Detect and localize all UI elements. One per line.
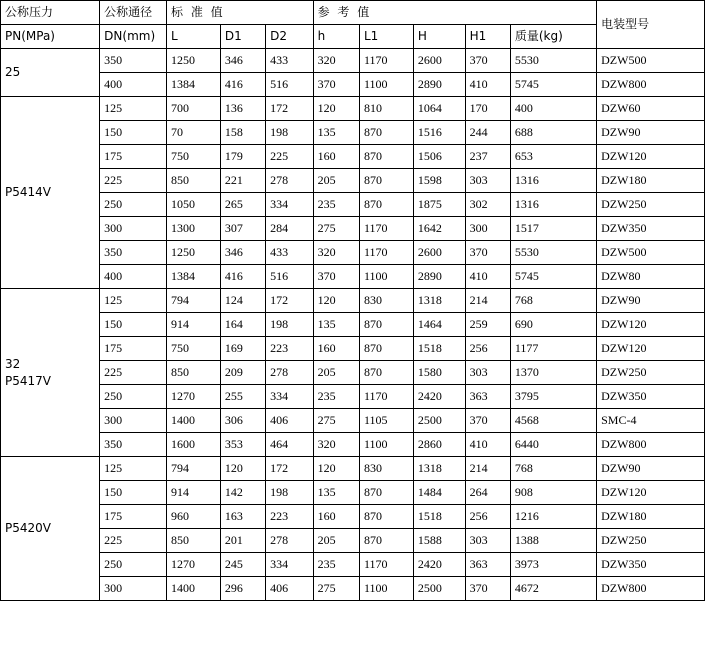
cell-model: DZW90 — [597, 121, 705, 145]
cell-d2: 225 — [266, 145, 313, 169]
cell-h1: 214 — [465, 457, 510, 481]
cell-l: 1050 — [167, 193, 221, 217]
cell-d1: 120 — [220, 457, 265, 481]
cell-h1: 303 — [465, 169, 510, 193]
cell-dn: 175 — [100, 337, 167, 361]
cell-h: 205 — [313, 169, 359, 193]
cell-model: DZW80 — [597, 265, 705, 289]
cell-h: 275 — [313, 577, 359, 601]
cell-dn: 350 — [100, 49, 167, 73]
cell-h: 235 — [313, 553, 359, 577]
cell-h: 275 — [313, 409, 359, 433]
cell-h: 275 — [313, 217, 359, 241]
cell-l: 1250 — [167, 49, 221, 73]
cell-mass: 768 — [510, 289, 596, 313]
cell-model: DZW180 — [597, 505, 705, 529]
cell-h1: 410 — [465, 433, 510, 457]
cell-mass: 6440 — [510, 433, 596, 457]
table-row — [1, 505, 705, 529]
cell-l: 850 — [167, 361, 221, 385]
cell-l: 700 — [167, 97, 221, 121]
header-col-质量kg: 质量(kg) — [510, 25, 596, 49]
cell-d1: 179 — [220, 145, 265, 169]
cell-dn: 175 — [100, 145, 167, 169]
cell-l: 1384 — [167, 265, 221, 289]
table-row — [1, 97, 705, 121]
cell-h1: 303 — [465, 529, 510, 553]
cell-l: 794 — [167, 457, 221, 481]
cell-h1: 370 — [465, 49, 510, 73]
cell-model: DZW350 — [597, 385, 705, 409]
group-label-cell: P5420V — [1, 457, 100, 601]
cell-d2: 516 — [266, 265, 313, 289]
table-row — [1, 553, 705, 577]
cell-h1: 370 — [465, 409, 510, 433]
cell-d1: 163 — [220, 505, 265, 529]
cell-h: 235 — [313, 193, 359, 217]
cell-model: SMC-4 — [597, 409, 705, 433]
cell-d2: 278 — [266, 361, 313, 385]
cell-model: DZW90 — [597, 457, 705, 481]
cell-dn: 175 — [100, 505, 167, 529]
cell-model: DZW350 — [597, 217, 705, 241]
cell-model: DZW500 — [597, 49, 705, 73]
cell-mass: 4672 — [510, 577, 596, 601]
cell-l1: 870 — [359, 361, 413, 385]
cell-l: 914 — [167, 313, 221, 337]
cell-d1: 124 — [220, 289, 265, 313]
cell-hh: 1580 — [413, 361, 465, 385]
cell-d2: 406 — [266, 409, 313, 433]
cell-h1: 302 — [465, 193, 510, 217]
header-reference-group: 参 考 值 — [313, 1, 597, 25]
cell-d2: 172 — [266, 97, 313, 121]
cell-model: DZW180 — [597, 169, 705, 193]
cell-dn: 125 — [100, 289, 167, 313]
group-label-cell: P5414V — [1, 97, 100, 289]
header-pn-unit: PN(MPa) — [1, 25, 100, 49]
cell-hh: 2600 — [413, 49, 465, 73]
group-label-cell: 25 — [1, 49, 100, 97]
cell-model: DZW500 — [597, 241, 705, 265]
cell-mass: 5530 — [510, 49, 596, 73]
cell-hh: 2500 — [413, 577, 465, 601]
cell-l: 1600 — [167, 433, 221, 457]
cell-d1: 245 — [220, 553, 265, 577]
cell-d1: 307 — [220, 217, 265, 241]
cell-h1: 256 — [465, 505, 510, 529]
cell-l: 1250 — [167, 241, 221, 265]
cell-l1: 870 — [359, 529, 413, 553]
cell-d1: 142 — [220, 481, 265, 505]
cell-d2: 334 — [266, 193, 313, 217]
cell-d1: 136 — [220, 97, 265, 121]
table-row — [1, 481, 705, 505]
cell-d1: 416 — [220, 73, 265, 97]
table-row — [1, 193, 705, 217]
cell-dn: 300 — [100, 217, 167, 241]
header-col-d1: D1 — [220, 25, 265, 49]
cell-d2: 334 — [266, 553, 313, 577]
table-row — [1, 529, 705, 553]
cell-h: 320 — [313, 433, 359, 457]
cell-mass: 1316 — [510, 193, 596, 217]
cell-h: 135 — [313, 121, 359, 145]
cell-l1: 870 — [359, 121, 413, 145]
cell-d2: 223 — [266, 505, 313, 529]
cell-d1: 158 — [220, 121, 265, 145]
cell-hh: 1516 — [413, 121, 465, 145]
cell-model: DZW800 — [597, 73, 705, 97]
header-col-l1: L1 — [359, 25, 413, 49]
cell-d1: 164 — [220, 313, 265, 337]
cell-hh: 1875 — [413, 193, 465, 217]
table-row — [1, 169, 705, 193]
cell-h: 235 — [313, 385, 359, 409]
cell-dn: 225 — [100, 361, 167, 385]
cell-dn: 150 — [100, 313, 167, 337]
cell-d1: 306 — [220, 409, 265, 433]
cell-mass: 1517 — [510, 217, 596, 241]
cell-d2: 433 — [266, 241, 313, 265]
cell-l1: 830 — [359, 457, 413, 481]
cell-dn: 400 — [100, 265, 167, 289]
cell-l1: 1105 — [359, 409, 413, 433]
cell-mass: 1370 — [510, 361, 596, 385]
header-pressure-label: 公称压力 — [1, 1, 100, 25]
cell-hh: 1484 — [413, 481, 465, 505]
cell-d1: 209 — [220, 361, 265, 385]
cell-h1: 214 — [465, 289, 510, 313]
header-col-h1: H1 — [465, 25, 510, 49]
cell-h: 370 — [313, 265, 359, 289]
cell-l1: 870 — [359, 313, 413, 337]
cell-l: 750 — [167, 337, 221, 361]
header-dn-label: 公称通径 — [100, 1, 167, 25]
table-row — [1, 457, 705, 481]
cell-h1: 363 — [465, 553, 510, 577]
cell-model: DZW800 — [597, 433, 705, 457]
cell-l1: 870 — [359, 481, 413, 505]
cell-hh: 2420 — [413, 553, 465, 577]
cell-hh: 2890 — [413, 73, 465, 97]
cell-dn: 225 — [100, 529, 167, 553]
cell-model: DZW250 — [597, 193, 705, 217]
cell-l1: 870 — [359, 337, 413, 361]
cell-mass: 5745 — [510, 73, 596, 97]
cell-dn: 400 — [100, 73, 167, 97]
cell-hh: 1588 — [413, 529, 465, 553]
table-row — [1, 241, 705, 265]
table-row — [1, 121, 705, 145]
cell-mass: 1316 — [510, 169, 596, 193]
cell-l1: 1100 — [359, 265, 413, 289]
cell-l: 794 — [167, 289, 221, 313]
cell-hh: 1464 — [413, 313, 465, 337]
cell-model: DZW120 — [597, 481, 705, 505]
cell-l1: 870 — [359, 145, 413, 169]
cell-d2: 172 — [266, 457, 313, 481]
cell-mass: 5745 — [510, 265, 596, 289]
table-row — [1, 265, 705, 289]
cell-dn: 300 — [100, 409, 167, 433]
cell-l1: 870 — [359, 169, 413, 193]
table-header-row-1 — [1, 1, 705, 25]
cell-hh: 2500 — [413, 409, 465, 433]
cell-d1: 221 — [220, 169, 265, 193]
cell-h: 160 — [313, 505, 359, 529]
cell-h1: 244 — [465, 121, 510, 145]
header-model: 电装型号 — [597, 1, 705, 49]
table-row — [1, 385, 705, 409]
cell-d1: 346 — [220, 49, 265, 73]
cell-hh: 1518 — [413, 337, 465, 361]
cell-d2: 464 — [266, 433, 313, 457]
cell-l: 70 — [167, 121, 221, 145]
cell-d2: 198 — [266, 481, 313, 505]
header-col-d2: D2 — [266, 25, 313, 49]
cell-d2: 334 — [266, 385, 313, 409]
cell-h1: 363 — [465, 385, 510, 409]
cell-h1: 264 — [465, 481, 510, 505]
cell-mass: 3795 — [510, 385, 596, 409]
group-label-cell: 32 P5417V — [1, 289, 100, 457]
table-row — [1, 433, 705, 457]
cell-mass: 1388 — [510, 529, 596, 553]
cell-l1: 1170 — [359, 385, 413, 409]
cell-h: 205 — [313, 529, 359, 553]
cell-hh: 1064 — [413, 97, 465, 121]
cell-l1: 870 — [359, 193, 413, 217]
cell-mass: 3973 — [510, 553, 596, 577]
cell-l1: 1170 — [359, 553, 413, 577]
table-row — [1, 313, 705, 337]
cell-mass: 400 — [510, 97, 596, 121]
table-row — [1, 361, 705, 385]
cell-model: DZW250 — [597, 529, 705, 553]
cell-h: 370 — [313, 73, 359, 97]
cell-model: DZW350 — [597, 553, 705, 577]
cell-hh: 1506 — [413, 145, 465, 169]
cell-dn: 125 — [100, 97, 167, 121]
cell-h1: 300 — [465, 217, 510, 241]
cell-d1: 416 — [220, 265, 265, 289]
cell-mass: 1177 — [510, 337, 596, 361]
cell-l: 1400 — [167, 577, 221, 601]
cell-h: 320 — [313, 49, 359, 73]
cell-model: DZW120 — [597, 145, 705, 169]
cell-mass: 768 — [510, 457, 596, 481]
table-row — [1, 49, 705, 73]
cell-l1: 810 — [359, 97, 413, 121]
cell-h: 120 — [313, 97, 359, 121]
cell-h: 320 — [313, 241, 359, 265]
table-row — [1, 409, 705, 433]
cell-h1: 370 — [465, 241, 510, 265]
cell-h1: 256 — [465, 337, 510, 361]
cell-l1: 1100 — [359, 73, 413, 97]
cell-dn: 350 — [100, 241, 167, 265]
cell-h1: 237 — [465, 145, 510, 169]
cell-dn: 150 — [100, 481, 167, 505]
header-col-h: H — [413, 25, 465, 49]
cell-mass: 5530 — [510, 241, 596, 265]
cell-d2: 172 — [266, 289, 313, 313]
cell-l: 960 — [167, 505, 221, 529]
cell-d1: 296 — [220, 577, 265, 601]
cell-dn: 225 — [100, 169, 167, 193]
cell-h: 160 — [313, 337, 359, 361]
cell-l1: 870 — [359, 505, 413, 529]
cell-l: 1270 — [167, 385, 221, 409]
cell-d1: 346 — [220, 241, 265, 265]
cell-l1: 1170 — [359, 49, 413, 73]
cell-dn: 250 — [100, 193, 167, 217]
cell-hh: 2420 — [413, 385, 465, 409]
cell-l: 1270 — [167, 553, 221, 577]
cell-d2: 406 — [266, 577, 313, 601]
cell-model: DZW120 — [597, 313, 705, 337]
cell-l1: 1170 — [359, 241, 413, 265]
table-row — [1, 73, 705, 97]
cell-h: 120 — [313, 457, 359, 481]
cell-d2: 198 — [266, 313, 313, 337]
cell-model: DZW90 — [597, 289, 705, 313]
cell-model: DZW120 — [597, 337, 705, 361]
cell-hh: 2600 — [413, 241, 465, 265]
cell-d2: 284 — [266, 217, 313, 241]
cell-h: 135 — [313, 313, 359, 337]
table-row — [1, 145, 705, 169]
cell-h1: 410 — [465, 73, 510, 97]
header-col-h: h — [313, 25, 359, 49]
cell-mass: 688 — [510, 121, 596, 145]
cell-l: 850 — [167, 529, 221, 553]
cell-d2: 516 — [266, 73, 313, 97]
cell-d2: 278 — [266, 529, 313, 553]
cell-hh: 1318 — [413, 457, 465, 481]
cell-d2: 433 — [266, 49, 313, 73]
cell-l: 914 — [167, 481, 221, 505]
cell-d1: 255 — [220, 385, 265, 409]
cell-d2: 223 — [266, 337, 313, 361]
cell-d1: 265 — [220, 193, 265, 217]
cell-model: DZW250 — [597, 361, 705, 385]
cell-mass: 908 — [510, 481, 596, 505]
cell-hh: 2860 — [413, 433, 465, 457]
cell-l: 1384 — [167, 73, 221, 97]
cell-d1: 353 — [220, 433, 265, 457]
cell-dn: 350 — [100, 433, 167, 457]
cell-h1: 370 — [465, 577, 510, 601]
cell-h: 135 — [313, 481, 359, 505]
cell-d2: 198 — [266, 121, 313, 145]
cell-hh: 1642 — [413, 217, 465, 241]
cell-h: 160 — [313, 145, 359, 169]
cell-h1: 303 — [465, 361, 510, 385]
cell-l: 1300 — [167, 217, 221, 241]
cell-l1: 1170 — [359, 217, 413, 241]
header-dn-unit: DN(mm) — [100, 25, 167, 49]
cell-l1: 1100 — [359, 433, 413, 457]
cell-dn: 250 — [100, 385, 167, 409]
cell-mass: 653 — [510, 145, 596, 169]
cell-dn: 150 — [100, 121, 167, 145]
cell-hh: 1598 — [413, 169, 465, 193]
table-row — [1, 289, 705, 313]
header-col-l: L — [167, 25, 221, 49]
cell-hh: 1318 — [413, 289, 465, 313]
cell-l1: 1100 — [359, 577, 413, 601]
cell-mass: 1216 — [510, 505, 596, 529]
cell-hh: 1518 — [413, 505, 465, 529]
cell-h1: 410 — [465, 265, 510, 289]
table-row — [1, 577, 705, 601]
cell-d2: 278 — [266, 169, 313, 193]
cell-dn: 300 — [100, 577, 167, 601]
cell-dn: 250 — [100, 553, 167, 577]
cell-mass: 4568 — [510, 409, 596, 433]
cell-h: 205 — [313, 361, 359, 385]
cell-model: DZW60 — [597, 97, 705, 121]
cell-model: DZW800 — [597, 577, 705, 601]
cell-mass: 690 — [510, 313, 596, 337]
cell-h: 120 — [313, 289, 359, 313]
cell-l: 850 — [167, 169, 221, 193]
cell-h1: 170 — [465, 97, 510, 121]
cell-h1: 259 — [465, 313, 510, 337]
table-row — [1, 217, 705, 241]
table-row — [1, 337, 705, 361]
cell-hh: 2890 — [413, 265, 465, 289]
cell-d1: 201 — [220, 529, 265, 553]
cell-l1: 830 — [359, 289, 413, 313]
cell-d1: 169 — [220, 337, 265, 361]
cell-dn: 125 — [100, 457, 167, 481]
cell-l: 750 — [167, 145, 221, 169]
header-standard-group: 标 准 值 — [167, 1, 314, 25]
cell-l: 1400 — [167, 409, 221, 433]
